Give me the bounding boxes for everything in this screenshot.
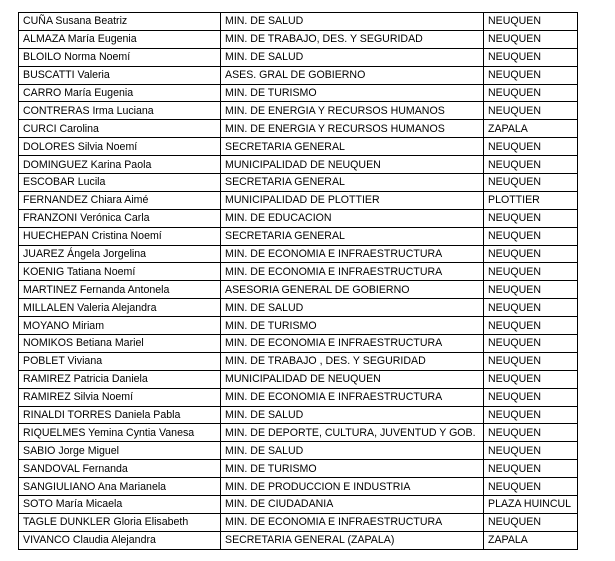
person-name-cell: KOENIG Tatiana Noemí (19, 263, 221, 281)
organization-cell: SECRETARIA GENERAL (221, 227, 484, 245)
organization-cell: MIN. DE TURISMO (221, 460, 484, 478)
table-row (19, 120, 578, 138)
table-row (19, 84, 578, 102)
locality-cell: NEUQUEN (484, 513, 578, 531)
person-name-cell: RINALDI TORRES Daniela Pabla (19, 406, 221, 424)
person-name-cell: DOMINGUEZ Karina Paola (19, 156, 221, 174)
table-row (19, 513, 578, 531)
table-row (19, 281, 578, 299)
table-row (19, 317, 578, 335)
table-row (19, 13, 578, 31)
table-row (19, 442, 578, 460)
table-row (19, 299, 578, 317)
person-name-cell: DOLORES Silvia Noemí (19, 138, 221, 156)
person-name-cell: FERNANDEZ Chiara Aimé (19, 191, 221, 209)
organization-cell: MIN. DE TURISMO (221, 84, 484, 102)
locality-cell: NEUQUEN (484, 388, 578, 406)
locality-cell: NEUQUEN (484, 442, 578, 460)
locality-cell: NEUQUEN (484, 299, 578, 317)
organization-cell: MIN. DE ECONOMIA E INFRAESTRUCTURA (221, 513, 484, 531)
locality-cell: NEUQUEN (484, 424, 578, 442)
locality-cell: ZAPALA (484, 531, 578, 549)
locality-cell: NEUQUEN (484, 352, 578, 370)
organization-cell: MIN. DE TRABAJO, DES. Y SEGURIDAD (221, 30, 484, 48)
organization-cell: MIN. DE ENERGIA Y RECURSOS HUMANOS (221, 102, 484, 120)
table-row (19, 352, 578, 370)
locality-cell: NEUQUEN (484, 13, 578, 31)
locality-cell: NEUQUEN (484, 335, 578, 353)
person-name-cell: SOTO María Micaela (19, 496, 221, 514)
person-name-cell: CARRO María Eugenia (19, 84, 221, 102)
organization-cell: MIN. DE SALUD (221, 48, 484, 66)
table-row (19, 245, 578, 263)
person-name-cell: CURCI Carolina (19, 120, 221, 138)
locality-cell: NEUQUEN (484, 209, 578, 227)
table-row (19, 460, 578, 478)
table-row (19, 531, 578, 549)
locality-cell: NEUQUEN (484, 460, 578, 478)
table-row (19, 388, 578, 406)
organization-cell: SECRETARIA GENERAL (221, 138, 484, 156)
person-name-cell: BLOILO Norma Noemí (19, 48, 221, 66)
locality-cell: NEUQUEN (484, 227, 578, 245)
table-row (19, 102, 578, 120)
person-name-cell: HUECHEPAN Cristina Noemí (19, 227, 221, 245)
locality-cell: NEUQUEN (484, 174, 578, 192)
person-name-cell: MARTINEZ Fernanda Antonela (19, 281, 221, 299)
person-name-cell: POBLET Viviana (19, 352, 221, 370)
table-row (19, 406, 578, 424)
table-row (19, 496, 578, 514)
locality-cell: NEUQUEN (484, 370, 578, 388)
organization-cell: MIN. DE EDUCACION (221, 209, 484, 227)
locality-cell: NEUQUEN (484, 102, 578, 120)
person-name-cell: MILLALEN Valeria Alejandra (19, 299, 221, 317)
person-name-cell: RIQUELMES Yemina Cyntia Vanesa (19, 424, 221, 442)
organization-cell: SECRETARIA GENERAL (ZAPALA) (221, 531, 484, 549)
organization-cell: MIN. DE ECONOMIA E INFRAESTRUCTURA (221, 388, 484, 406)
organization-cell: MIN. DE ENERGIA Y RECURSOS HUMANOS (221, 120, 484, 138)
organization-cell: ASESORIA GENERAL DE GOBIERNO (221, 281, 484, 299)
locality-cell: NEUQUEN (484, 84, 578, 102)
locality-cell: NEUQUEN (484, 48, 578, 66)
person-name-cell: BUSCATTI Valeria (19, 66, 221, 84)
organization-cell: MIN. DE SALUD (221, 299, 484, 317)
locality-cell: PLAZA HUINCUL (484, 496, 578, 514)
person-name-cell: ESCOBAR Lucila (19, 174, 221, 192)
table-row (19, 138, 578, 156)
organization-cell: MIN. DE SALUD (221, 406, 484, 424)
locality-cell: NEUQUEN (484, 66, 578, 84)
organization-cell: MUNICIPALIDAD DE NEUQUEN (221, 370, 484, 388)
table-row (19, 174, 578, 192)
locality-cell: NEUQUEN (484, 245, 578, 263)
table-row (19, 191, 578, 209)
person-name-cell: VIVANCO Claudia Alejandra (19, 531, 221, 549)
table-row (19, 209, 578, 227)
table-row (19, 48, 578, 66)
person-name-cell: SABIO Jorge Miguel (19, 442, 221, 460)
organization-cell: MIN. DE TURISMO (221, 317, 484, 335)
locality-cell: NEUQUEN (484, 317, 578, 335)
table-row (19, 30, 578, 48)
table-row (19, 263, 578, 281)
person-name-cell: RAMIREZ Patricia Daniela (19, 370, 221, 388)
roster-table (18, 12, 578, 550)
roster-body (19, 13, 578, 550)
person-name-cell: MOYANO Miriam (19, 317, 221, 335)
organization-cell: MIN. DE TRABAJO , DES. Y SEGURIDAD (221, 352, 484, 370)
person-name-cell: ALMAZA María Eugenia (19, 30, 221, 48)
organization-cell: ASES. GRAL DE GOBIERNO (221, 66, 484, 84)
table-row (19, 424, 578, 442)
organization-cell: MIN. DE ECONOMIA E INFRAESTRUCTURA (221, 263, 484, 281)
locality-cell: NEUQUEN (484, 478, 578, 496)
organization-cell: MIN. DE ECONOMIA E INFRAESTRUCTURA (221, 335, 484, 353)
locality-cell: NEUQUEN (484, 263, 578, 281)
organization-cell: MIN. DE PRODUCCION E INDUSTRIA (221, 478, 484, 496)
person-name-cell: JUAREZ Ángela Jorgelina (19, 245, 221, 263)
table-row (19, 370, 578, 388)
locality-cell: NEUQUEN (484, 406, 578, 424)
organization-cell: MIN. DE CIUDADANIA (221, 496, 484, 514)
organization-cell: MIN. DE DEPORTE, CULTURA, JUVENTUD Y GOB. (221, 424, 484, 442)
organization-cell: SECRETARIA GENERAL (221, 174, 484, 192)
table-row (19, 335, 578, 353)
organization-cell: MIN. DE SALUD (221, 442, 484, 460)
locality-cell: NEUQUEN (484, 30, 578, 48)
table-row (19, 227, 578, 245)
locality-cell: NEUQUEN (484, 138, 578, 156)
table-row (19, 66, 578, 84)
locality-cell: ZAPALA (484, 120, 578, 138)
person-name-cell: TAGLE DUNKLER Gloria Elisabeth (19, 513, 221, 531)
person-name-cell: NOMIKOS Betiana Mariel (19, 335, 221, 353)
person-name-cell: FRANZONI Verónica Carla (19, 209, 221, 227)
person-name-cell: RAMIREZ Silvia Noemí (19, 388, 221, 406)
locality-cell: NEUQUEN (484, 281, 578, 299)
person-name-cell: CONTRERAS Irma Luciana (19, 102, 221, 120)
table-row (19, 156, 578, 174)
organization-cell: MIN. DE ECONOMIA E INFRAESTRUCTURA (221, 245, 484, 263)
organization-cell: MUNICIPALIDAD DE PLOTTIER (221, 191, 484, 209)
organization-cell: MIN. DE SALUD (221, 13, 484, 31)
person-name-cell: CUÑA Susana Beatriz (19, 13, 221, 31)
person-name-cell: SANDOVAL Fernanda (19, 460, 221, 478)
locality-cell: NEUQUEN (484, 156, 578, 174)
person-name-cell: SANGIULIANO Ana Marianela (19, 478, 221, 496)
locality-cell: PLOTTIER (484, 191, 578, 209)
table-row (19, 478, 578, 496)
organization-cell: MUNICIPALIDAD DE NEUQUEN (221, 156, 484, 174)
